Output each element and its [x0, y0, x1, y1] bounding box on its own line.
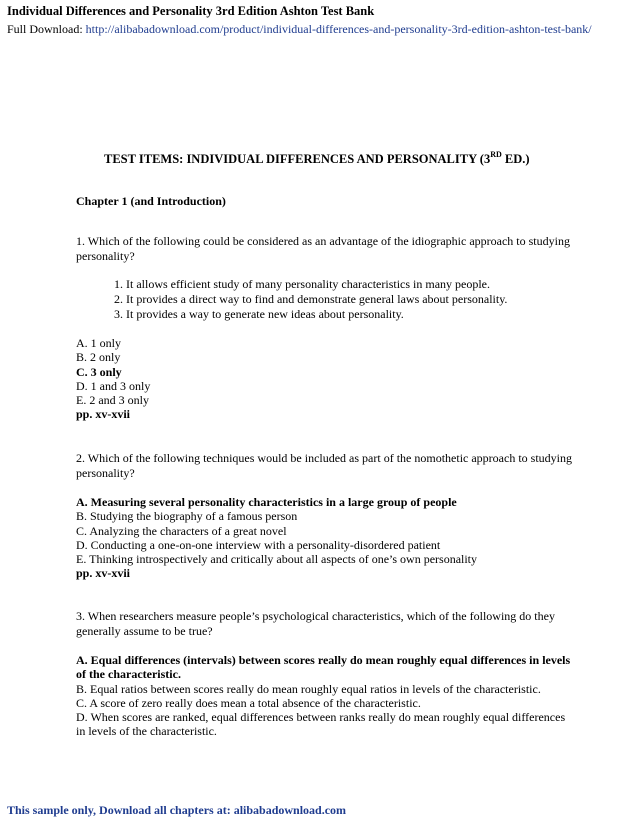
answer-option: A. 1 only	[76, 336, 121, 350]
answer-option: C. A score of zero really does mean a total absence of the characteristic.	[76, 695, 421, 710]
question-text: 2. Which of the following techniques would be included as part of the nomothetic approach to studying personality?	[76, 451, 572, 480]
answer-option-correct: A. Measuring several personality characteristics in a large group of people	[76, 495, 457, 509]
answer-options	[76, 653, 576, 739]
chapter-heading: Chapter 1 (and Introduction)	[76, 194, 226, 208]
answer-option: E. Thinking introspectively and critically about all aspects of one’s own personality	[76, 552, 478, 567]
download-link[interactable]: http://alibabadownload.com/product/individual-differences-and-personality-3rd-edition-ashton-test-bank/	[85, 22, 592, 36]
statement-item: 1. It allows efficient study of many personality characteristics in many people.	[114, 277, 491, 291]
answer-options	[76, 336, 576, 407]
answer-option-correct: A. Equal differences (intervals) between scores really do mean roughly equal differences in levels of the characteristic.	[76, 653, 571, 682]
statement-item: 2. It provides a direct way to find and demonstrate general laws about personality.	[114, 292, 508, 306]
answer-option-correct: C. 3 only	[76, 364, 122, 379]
answer-option: E. 2 and 3 only	[76, 393, 149, 408]
question-3	[76, 609, 576, 739]
answer-option: B. 2 only	[76, 350, 121, 365]
document-title-main: TEST ITEMS: INDIVIDUAL DIFFERENCES AND PERSONALITY (3	[104, 152, 491, 166]
answer-option: D. 1 and 3 only	[76, 378, 151, 393]
question-text: 3. When researchers measure people’s psychological characteristics, which of the following do they generally assume to be true?	[76, 609, 555, 638]
answer-option: D. Conducting a one-on-one interview with a personality-disordered patient	[76, 537, 441, 552]
answer-option: D. When scores are ranked, equal differences between ranks really do mean roughly equal differences in levels of the characteristic.	[76, 710, 566, 739]
question-1	[76, 234, 576, 422]
download-label: Full Download:	[7, 22, 86, 36]
header-title: Individual Differences and Personality 3rd Edition Ashton Test Bank	[7, 4, 375, 18]
answer-option: B. Equal ratios between scores really do mean roughly equal ratios in levels of the characteristic.	[76, 681, 541, 696]
answer-option: C. Analyzing the characters of a great novel	[76, 523, 287, 538]
question-text: 1. Which of the following could be considered as an advantage of the idiographic approach to studying personality?	[76, 234, 570, 263]
answer-options	[76, 495, 576, 566]
download-line	[7, 22, 592, 36]
statement-item: 3. It provides a way to generate new ideas about personality.	[114, 307, 404, 321]
page-reference: pp. xv-xvii	[76, 407, 131, 422]
document-title-end: ED.)	[501, 152, 530, 166]
document-title-superscript: RD	[490, 150, 502, 159]
question-statements	[76, 277, 576, 322]
answer-option: B. Studying the biography of a famous person	[76, 509, 298, 524]
footer-notice: This sample only, Download all chapters at: alibabadownload.com	[7, 803, 347, 817]
page-reference: pp. xv-xvii	[76, 566, 131, 581]
question-2	[76, 451, 576, 581]
document-title	[104, 152, 530, 166]
